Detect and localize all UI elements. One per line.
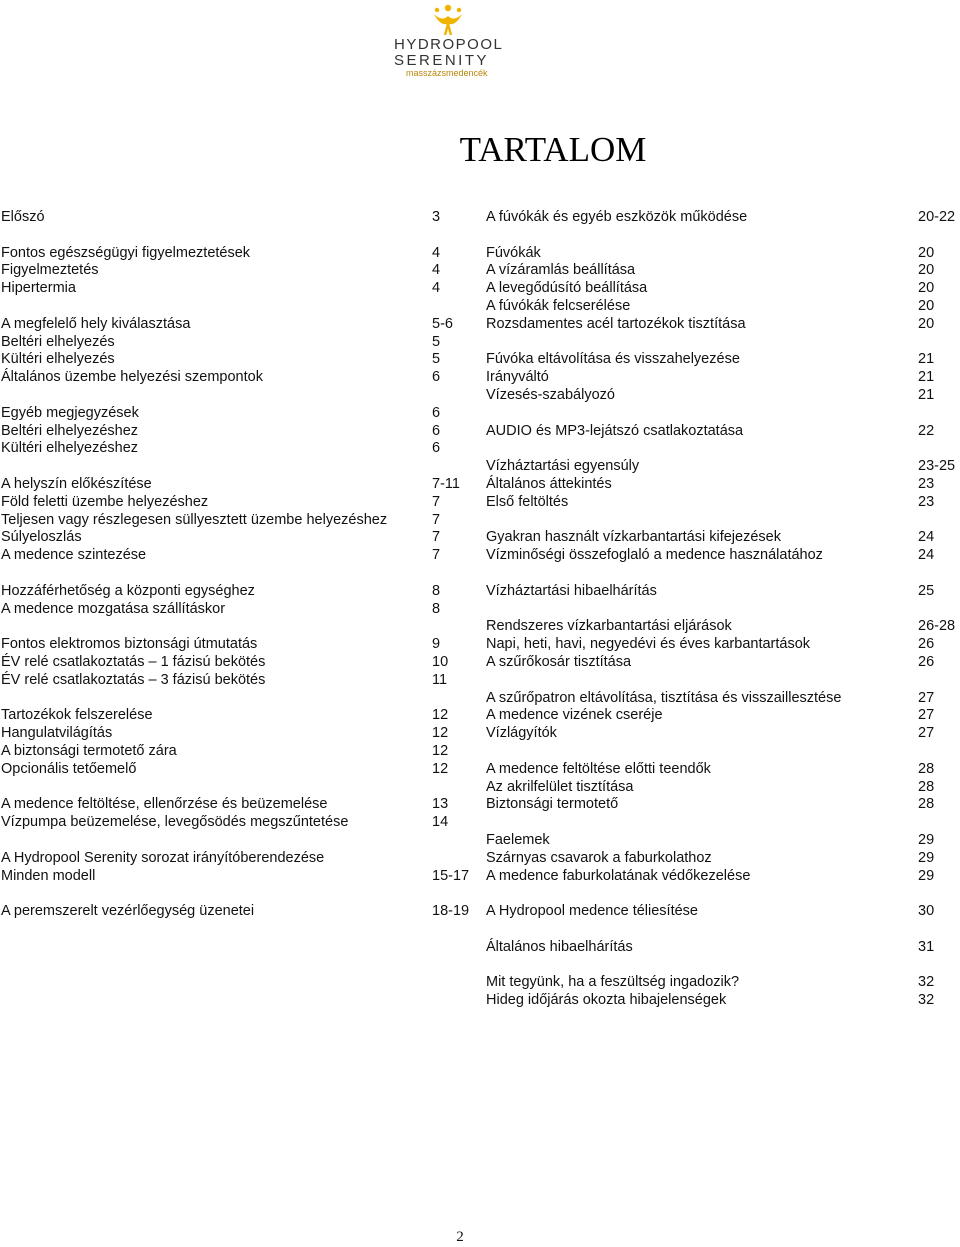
toc-entry [486, 422, 960, 440]
toc-entry [486, 279, 960, 297]
toc-entry-page: 27 [918, 707, 935, 724]
toc-entry-title: A medence feltöltése, ellenőrzése és beüzemelése [1, 796, 328, 813]
toc-entry-title: A fúvókák felcserélése [486, 298, 631, 314]
toc-entry-page: 10 [432, 654, 449, 670]
toc-entry-page: 28 [918, 796, 935, 813]
toc-entry-title: Fontos egészségügyi figyelmeztetések [1, 244, 251, 261]
toc-entry-page: 32 [918, 992, 935, 1009]
toc-entry-title: Fúvókák [486, 244, 541, 261]
toc-entry [1, 724, 469, 742]
toc-entry-title: A szűrőpatron eltávolítása, tisztítása és visszaillesztése [486, 689, 842, 706]
toc-entry [1, 475, 469, 493]
toc-entry [1, 279, 469, 297]
toc-entry-page: 20 [918, 280, 935, 297]
toc-entry-title: A szűrőkosár tisztítása [486, 654, 632, 670]
toc-entry [486, 991, 960, 1009]
toc-entry [1, 653, 469, 671]
toc-entry-title: Rendszeres vízkarbantartási eljárások [486, 618, 732, 635]
toc-entry-title: Faelemek [486, 832, 550, 848]
toc-entry [1, 635, 469, 653]
toc-entry-page: 27 [918, 725, 935, 742]
toc-entry-page: 11 [432, 671, 448, 688]
toc-entry-page: 3 [432, 209, 441, 225]
toc-entry [1, 422, 469, 440]
toc-entry [1, 315, 469, 333]
toc-entry-page: 7 [432, 511, 441, 528]
toc-entry-title: ÉV relé csatlakoztatás – 1 fázisú bekötés [1, 654, 266, 670]
toc-entry-title: A vízáramlás beállítása [486, 262, 636, 279]
toc-entry [486, 724, 960, 742]
toc-entry [1, 706, 469, 724]
toc-entry [1, 350, 469, 368]
toc-entry-title: Előszó [1, 209, 45, 225]
toc-entry-title: A helyszín előkészítése [1, 476, 152, 492]
toc-entry-title: Általános hibaelhárítás [486, 938, 633, 955]
toc-entry [486, 760, 960, 778]
toc-entry-page: 24 [918, 547, 935, 564]
toc-entry-page: 13 [432, 796, 449, 813]
toc-entry-page: 15-17 [432, 867, 470, 884]
toc-entry [486, 350, 960, 368]
toc-entry-page: 20 [918, 298, 935, 314]
toc-entry-title: A medence szintezése [1, 547, 147, 564]
toc-entry-title: Irányváltó [486, 369, 549, 386]
toc-entry-title: ÉV relé csatlakoztatás – 3 fázisú bekötés [1, 671, 266, 688]
toc-entry-page: 23-25 [918, 458, 956, 475]
toc-entry [1, 867, 469, 885]
toc-entry-title: Figyelmeztetés [1, 262, 99, 279]
toc-entry [486, 297, 960, 315]
toc-entry-page: 26 [918, 636, 935, 653]
toc-entry-title: Általános üzembe helyezési szempontok [1, 369, 263, 386]
toc-entry-title: A biztonsági termotető zára [1, 743, 177, 759]
toc-entry-page: 7 [432, 547, 441, 564]
toc-entry [486, 528, 960, 546]
toc-entry-page: 31 [918, 938, 935, 955]
toc-entry-page: 5 [432, 333, 441, 350]
toc-entry [486, 706, 960, 724]
toc-entry [486, 208, 960, 226]
toc-entry-title: Minden modell [1, 867, 96, 884]
toc-entry-page: 20-22 [918, 209, 956, 225]
toc-entry-title: Napi, heti, havi, negyedévi és éves karbantartások [486, 636, 811, 653]
logo-figure-icon [428, 2, 468, 36]
toc-entry-title: Vízpumpa beüzemelése, levegősödés megszűntetése [1, 814, 349, 831]
toc-entry-title: AUDIO és MP3-lejátszó csatlakoztatása [486, 422, 744, 439]
toc-entry-page: 27 [918, 689, 935, 706]
toc-entry-page: 12 [432, 743, 449, 759]
toc-entry [486, 582, 960, 600]
toc-entry-page: 29 [918, 832, 935, 848]
toc-entry-page: 20 [918, 262, 935, 279]
toc-entry-page: 4 [432, 280, 441, 297]
logo-text-serenity: SERENITY [394, 52, 490, 69]
toc-entry-page: 8 [432, 600, 441, 617]
toc-entry-page: 22 [918, 422, 935, 439]
toc-entry [1, 261, 469, 279]
toc-entry-title: Hozzáférhetőség a központi egységhez [1, 582, 255, 599]
toc-entry-title: Vízlágyítók [486, 725, 557, 742]
toc-entry [486, 457, 960, 475]
toc-entry-title: A Hydropool medence téliesítése [486, 903, 698, 920]
toc-entry-page: 28 [918, 778, 935, 795]
toc-entry-page: 26-28 [918, 618, 956, 635]
toc-entry-page: 30 [918, 903, 935, 920]
toc-entry [486, 653, 960, 671]
hydropool-serenity-logo [380, 0, 520, 82]
toc-entry [486, 778, 960, 796]
toc-entry-title: Biztonsági termotető [486, 796, 619, 813]
toc-entry [1, 528, 469, 546]
toc-entry-page: 6 [432, 404, 441, 421]
toc-entry-title: Vízesés-szabályozó [486, 387, 615, 403]
toc-entry [1, 813, 469, 831]
toc-entry-page: 23 [918, 476, 935, 492]
logo-text-hydropool: HYDROPOOL [394, 36, 504, 53]
toc-entry [486, 546, 960, 564]
toc-entry-page: 21 [918, 387, 935, 403]
toc-entry [1, 902, 469, 920]
toc-entry-title: Tartozékok felszerelése [1, 707, 153, 724]
toc-entry-title: A medence faburkolatának védőkezelése [486, 867, 751, 884]
toc-entry [486, 261, 960, 279]
toc-entry-page: 25 [918, 582, 935, 599]
toc-entry-page: 9 [432, 636, 441, 653]
toc-entry [486, 831, 960, 849]
toc-entry [486, 493, 960, 511]
toc-entry-page: 14 [432, 814, 449, 831]
toc-entry-page: 7 [432, 529, 441, 546]
toc-entry [1, 546, 469, 564]
toc-entry-title: Szárnyas csavarok a faburkolathoz [486, 849, 712, 866]
toc-entry [1, 671, 469, 689]
toc-entry-title: A Hydropool Serenity sorozat irányítóberendezése [1, 849, 325, 866]
toc-entry [486, 795, 960, 813]
toc-entry-page: 12 [432, 707, 449, 724]
toc-entry-title: Általános áttekintés [486, 476, 612, 492]
toc-entry [486, 475, 960, 493]
page-title: TARTALOM [459, 130, 647, 169]
toc-entry [1, 742, 469, 760]
toc-entry [486, 244, 960, 262]
toc-entry-page: 4 [432, 262, 441, 279]
toc-entry-page: 7 [432, 493, 441, 510]
toc-entry [1, 208, 469, 226]
toc-entry-title: A peremszerelt vezérlőegység üzenetei [1, 903, 255, 920]
toc-entry-page: 5 [432, 351, 441, 368]
toc-entry [1, 511, 469, 529]
toc-entry-page: 24 [918, 529, 935, 546]
toc-entry-title: Kültéri elhelyezéshez [1, 440, 139, 457]
toc-entry [486, 617, 960, 635]
toc-entry-title: Teljesen vagy részlegesen süllyesztett üzembe helyezéshez [1, 511, 388, 528]
toc-entry [1, 404, 469, 422]
toc-entry [486, 635, 960, 653]
toc-entry-page: 5-6 [432, 315, 453, 332]
page-number: 2 [456, 1229, 464, 1245]
toc-entry-page: 7-11 [432, 476, 460, 492]
toc-entry [486, 849, 960, 867]
toc-entry-page: 12 [432, 760, 449, 777]
toc-entry-title: Egyéb megjegyzések [1, 404, 139, 421]
toc-entry-page: 28 [918, 760, 935, 777]
toc-entry-title: Opcionális tetőemelő [1, 760, 137, 777]
toc-entry [1, 849, 469, 867]
toc-entry [486, 902, 960, 920]
toc-entry [486, 386, 960, 404]
toc-entry [1, 600, 469, 618]
toc-entry-title: Első feltöltés [486, 493, 569, 510]
toc-entry [1, 795, 469, 813]
toc-entry-title: A fúvókák és egyéb eszközök működése [486, 209, 748, 225]
toc-entry-title: Súlyeloszlás [1, 529, 82, 546]
toc-entry-title: Vízháztartási egyensúly [486, 458, 640, 475]
toc-entry-title: Rozsdamentes acél tartozékok tisztítása [486, 315, 746, 332]
toc-entry [1, 368, 469, 386]
toc-entry-page: 6 [432, 422, 441, 439]
toc-entry-title: Az akrilfelület tisztítása [486, 778, 634, 795]
toc-entry-page: 20 [918, 315, 935, 332]
toc-entry-title: Föld feletti üzembe helyezéshez [1, 493, 209, 510]
toc-entry [1, 333, 469, 351]
toc-entry-title: Vízháztartási hibaelhárítás [486, 582, 657, 599]
toc-entry-page: 20 [918, 244, 935, 261]
toc-entry-title: A megfelelő hely kiválasztása [1, 315, 191, 332]
toc-entry-title: Fontos elektromos biztonsági útmutatás [1, 636, 258, 653]
toc-entry-page: 32 [918, 974, 935, 991]
toc-entry-title: A medence feltöltése előtti teendők [486, 760, 711, 777]
toc-entry-title: Beltéri elhelyezés [1, 333, 115, 350]
toc-entry-title: Fúvóka eltávolítása és visszahelyezése [486, 351, 740, 368]
toc-entry [486, 689, 960, 707]
toc-entry-page: 6 [432, 369, 441, 386]
toc-entry-title: A medence vizének cseréje [486, 707, 663, 724]
toc-entry-title: Beltéri elhelyezéshez [1, 422, 139, 439]
toc-entry-title: Hideg időjárás okozta hibajelenségek [486, 992, 727, 1009]
toc-entry-title: Hangulatvilágítás [1, 725, 113, 742]
toc-entry-page: 21 [918, 369, 935, 386]
toc-entry [486, 867, 960, 885]
toc-entry-page: 8 [432, 582, 441, 599]
toc-entry-page: 18-19 [432, 903, 470, 920]
toc-entry [486, 368, 960, 386]
toc-entry-page: 29 [918, 867, 935, 884]
toc-entry-page: 21 [918, 351, 935, 368]
toc-entry [1, 439, 469, 457]
toc-entry-page: 29 [918, 849, 935, 866]
toc-entry-title: Gyakran használt vízkarbantartási kifejezések [486, 529, 781, 546]
toc-entry-page: 6 [432, 440, 441, 457]
toc-entry-title: Hipertermia [1, 280, 76, 297]
toc-entry-page: 12 [432, 725, 449, 742]
toc-entry [486, 973, 960, 991]
toc-entry-page: 26 [918, 654, 935, 670]
toc-entry-title: Mit tegyünk, ha a feszültség ingadozik? [486, 974, 740, 991]
toc-entry [1, 244, 469, 262]
toc-entry-title: A levegődúsító beállítása [486, 280, 648, 297]
toc-entry-page: 23 [918, 493, 935, 510]
toc-entry-title: Vízminőségi összefoglaló a medence használatához [486, 547, 823, 564]
toc-entry [1, 493, 469, 511]
toc-entry-title: Kültéri elhelyezés [1, 351, 115, 368]
toc-entry-page: 4 [432, 244, 441, 261]
logo-tagline: masszázsmedencék [406, 68, 488, 78]
toc-entry [1, 582, 469, 600]
toc-entry [486, 938, 960, 956]
toc-entry-title: A medence mozgatása szállításkor [1, 600, 226, 617]
toc-entry [486, 315, 960, 333]
toc-entry [1, 760, 469, 778]
